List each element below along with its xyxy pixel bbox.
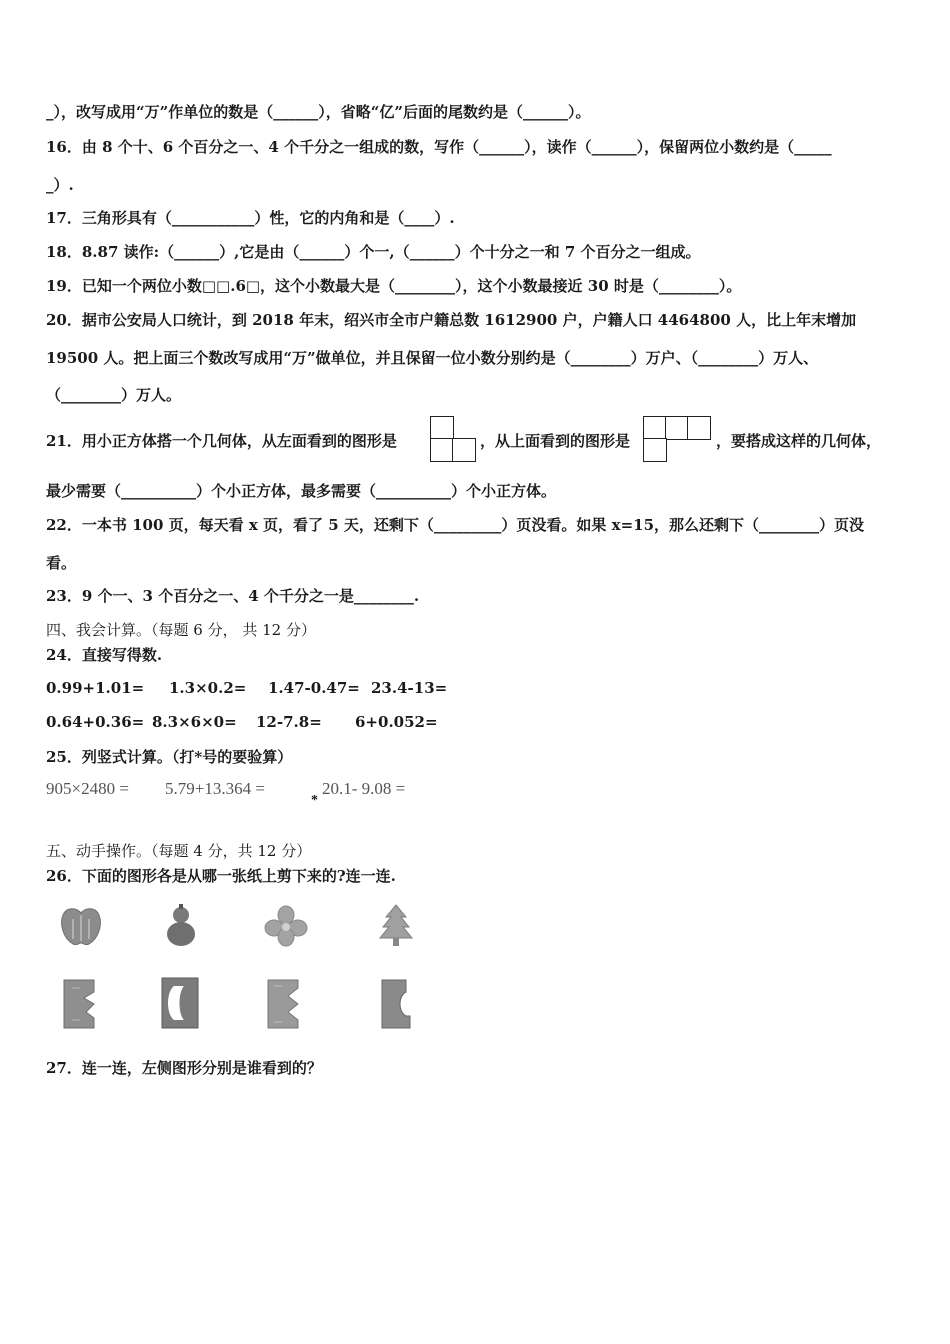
left-view-cell xyxy=(430,438,454,462)
left-view-figure xyxy=(430,416,478,462)
paper-half-circle-icon xyxy=(380,978,412,1030)
direct-calc-item: 8.3×6×0= xyxy=(152,713,237,731)
section-5-title: 五、动手操作。（每题 4 分，共 12 分） xyxy=(46,842,312,860)
direct-calc-item: 0.64+0.36= xyxy=(46,713,145,731)
gourd-cutout-icon xyxy=(164,902,198,948)
line-22a: 22．一本书 100 页，每天看 x 页，看了 5 天，还剩下（_________）页没看。如果 x=15，那么还剩下（________）页没 xyxy=(46,516,865,534)
line-26: 26．下面的图形各是从哪一张纸上剪下来的?连一连. xyxy=(46,867,396,885)
line-20a: 20．据市公安局人口统计，到 2018 年末，绍兴市全市户籍总数 1612900 户，户籍人口 4464800 人，比上年末增加 xyxy=(46,311,857,329)
line-21b: 最少需要（__________）个小正方体，最多需要（__________）个小正方体。 xyxy=(46,482,557,500)
line-19: 19．已知一个两位小数□□.6□，这个小数最大是（________），这个小数最接近 30 时是（________）。 xyxy=(46,277,742,295)
clover-cutout-icon xyxy=(262,904,310,948)
top-view-cell xyxy=(687,416,711,440)
line-21a-part2: ，从上面看到的图形是 xyxy=(480,432,631,450)
direct-calc-item: 1.3×0.2= xyxy=(169,679,247,697)
line-21a-part3: ，要搭成这样的几何体， xyxy=(716,432,882,450)
line-21a-part1: 21．用小正方体搭一个几何体，从左面看到的图形是 xyxy=(46,432,397,450)
paper-zigzag-icon xyxy=(266,978,300,1030)
direct-calc-item: 6+0.052= xyxy=(355,713,438,731)
direct-calc-row-1 xyxy=(46,678,646,698)
line-15: _），改写成用“万”作单位的数是（______），省略“亿”后面的尾数约是（______）。 xyxy=(46,103,591,121)
line-22b: 看。 xyxy=(46,554,77,572)
top-view-cell xyxy=(665,416,689,440)
line-18: 18．8.87 读作:（______）,它是由（______）个一,（______）个十分之一和 7 个百分之一组成。 xyxy=(46,243,701,261)
direct-calc-row-2 xyxy=(46,712,646,732)
direct-calc-item: 23.4-13= xyxy=(371,679,448,697)
line-23: 23．9 个一、3 个百分之一、4 个千分之一是________. xyxy=(46,587,420,605)
line-16b: _）. xyxy=(46,176,74,194)
vertical-calc-item: 5.79+13.364 = xyxy=(165,779,265,798)
tree-cutout-icon xyxy=(376,903,416,949)
line-24: 24．直接写得数. xyxy=(46,646,163,664)
direct-calc-item: 12-7.8= xyxy=(256,713,322,731)
left-view-cell xyxy=(430,416,454,440)
left-view-cell xyxy=(452,438,476,462)
vertical-calc-item: 905×2480 = xyxy=(46,779,129,798)
vertical-calc-item: 20.1- 9.08 = xyxy=(322,779,406,798)
top-view-figure xyxy=(643,416,715,462)
verify-star-mark: * xyxy=(311,793,318,808)
line-20b: 19500 人。把上面三个数改写成用“万”做单位，并且保留一位小数分别约是（________）万户、（________）万人、 xyxy=(46,349,819,367)
top-view-cell xyxy=(643,416,667,440)
direct-calc-item: 0.99+1.01= xyxy=(46,679,145,697)
apple-cutout-icon xyxy=(58,905,104,947)
paper-e-notch-icon xyxy=(62,978,96,1030)
section-4-title: 四、我会计算。（每题 6 分， 共 12 分） xyxy=(46,621,316,639)
line-25: 25．列竖式计算。（打*号的要验算） xyxy=(46,748,293,766)
line-20c: （________）万人。 xyxy=(46,386,182,404)
vertical-calc-row xyxy=(46,779,646,808)
line-27: 27．连一连，左侧图形分别是谁看到的？ xyxy=(46,1059,322,1077)
paper-c-notch-icon xyxy=(160,976,200,1030)
line-16a: 16．由 8 个十、6 个百分之一、4 个千分之一组成的数，写作（______），读作（______），保留两位小数约是（_____ xyxy=(46,138,832,156)
top-view-cell xyxy=(643,438,667,462)
direct-calc-item: 1.47-0.47= xyxy=(268,679,360,697)
line-17: 17．三角形具有（___________）性，它的内角和是（____）. xyxy=(46,209,455,227)
